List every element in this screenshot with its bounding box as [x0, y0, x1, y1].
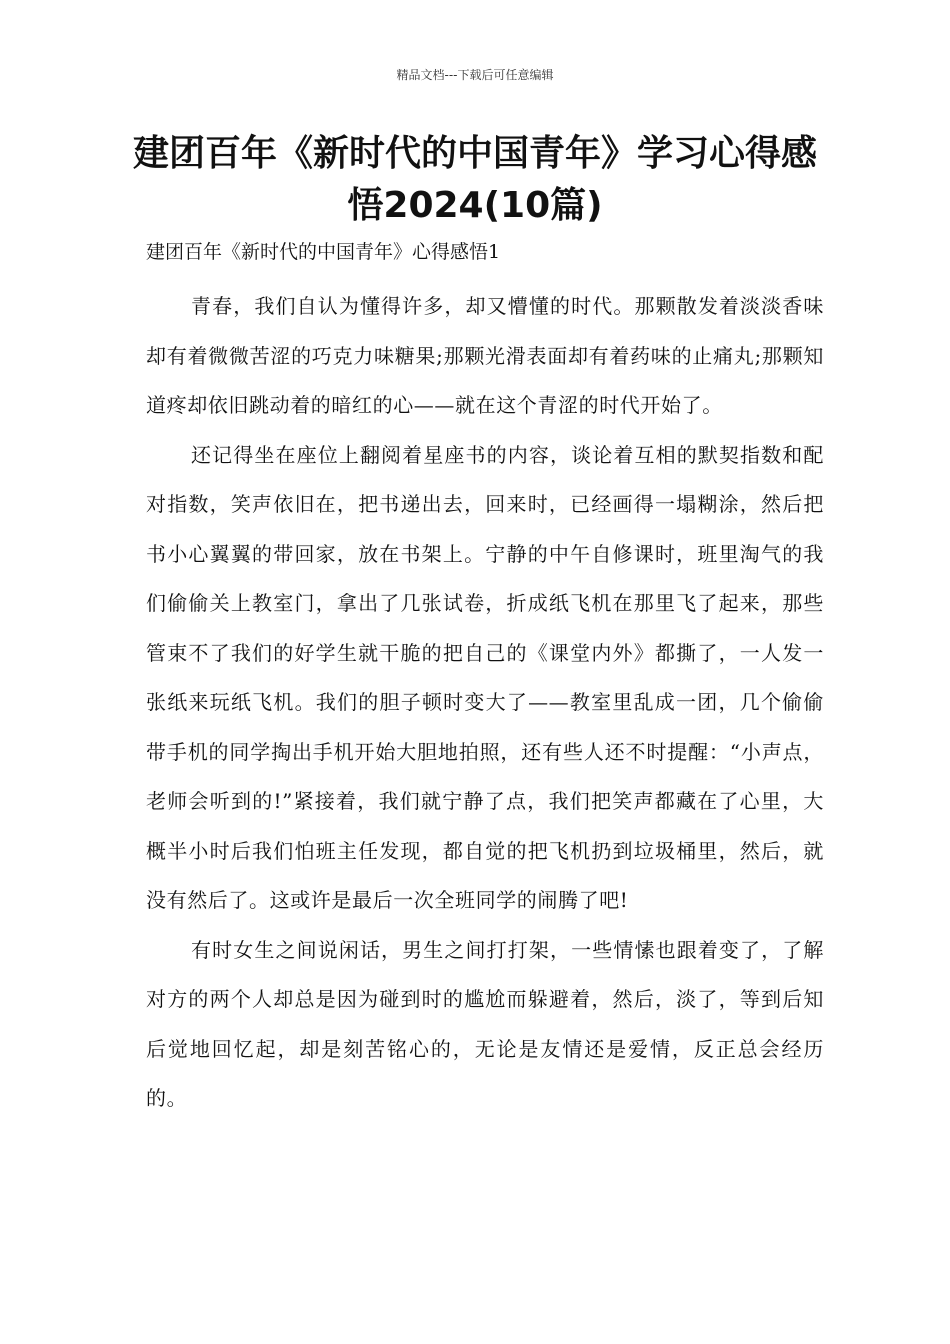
paragraph: 有时女生之间说闲话，男生之间打打架，一些情愫也跟着变了，了解对方的两个人却总是因为碰到时的尴尬而躲避着，然后，淡了，等到后知后觉地回忆起，却是刻苦铭心的，无论是友情还是爱情，反正总会经历的。 — [146, 937, 824, 1110]
paragraph: 还记得坐在座位上翻阅着星座书的内容，谈论着互相的默契指数和配对指数，笑声依旧在，把书递出去，回来时，已经画得一塌糊涂，然后把书小心翼翼的带回家，放在书架上。宁静的中午自修课时，班里淘气的我们偷偷关上教室门，拿出了几张试卷，折成纸飞机在那里飞了起来，那些管束不了我们的好学生就干脆的把自己的《课堂内外》都撕了，一人发一张纸来玩纸飞机。我们的胆子顿时变大了——教室里乱成一团，几个偷偷带手机的同学掏出手机开始大胆地拍照，还有些人还不时提醒：“小声点，老师会听到的!”紧接着，我们就宁静了点，我们把笑声都藏在了心里，大概半小时后我们怕班主任发现，都自觉的把飞机扔到垃圾桶里，然后，就没有然后了。这或许是最后一次全班同学的闹腾了吧! — [146, 442, 824, 912]
section-subtitle: 建团百年《新时代的中国青年》心得感悟1 — [146, 241, 501, 263]
header-note: 精品文档---下载后可任意编辑 — [396, 68, 554, 82]
paragraph: 青春，我们自认为懂得许多，却又懵懂的时代。那颗散发着淡淡香味却有着微微苦涩的巧克力味糖果;那颗光滑表面却有着药味的止痛丸;那颗知道疼却依旧跳动着的暗红的心——就在这个青涩的时代开始了。 — [146, 294, 824, 417]
document-title: 建团百年《新时代的中国青年》学习心得感悟2024(10篇) — [132, 133, 817, 226]
document-body — [146, 282, 824, 1124]
